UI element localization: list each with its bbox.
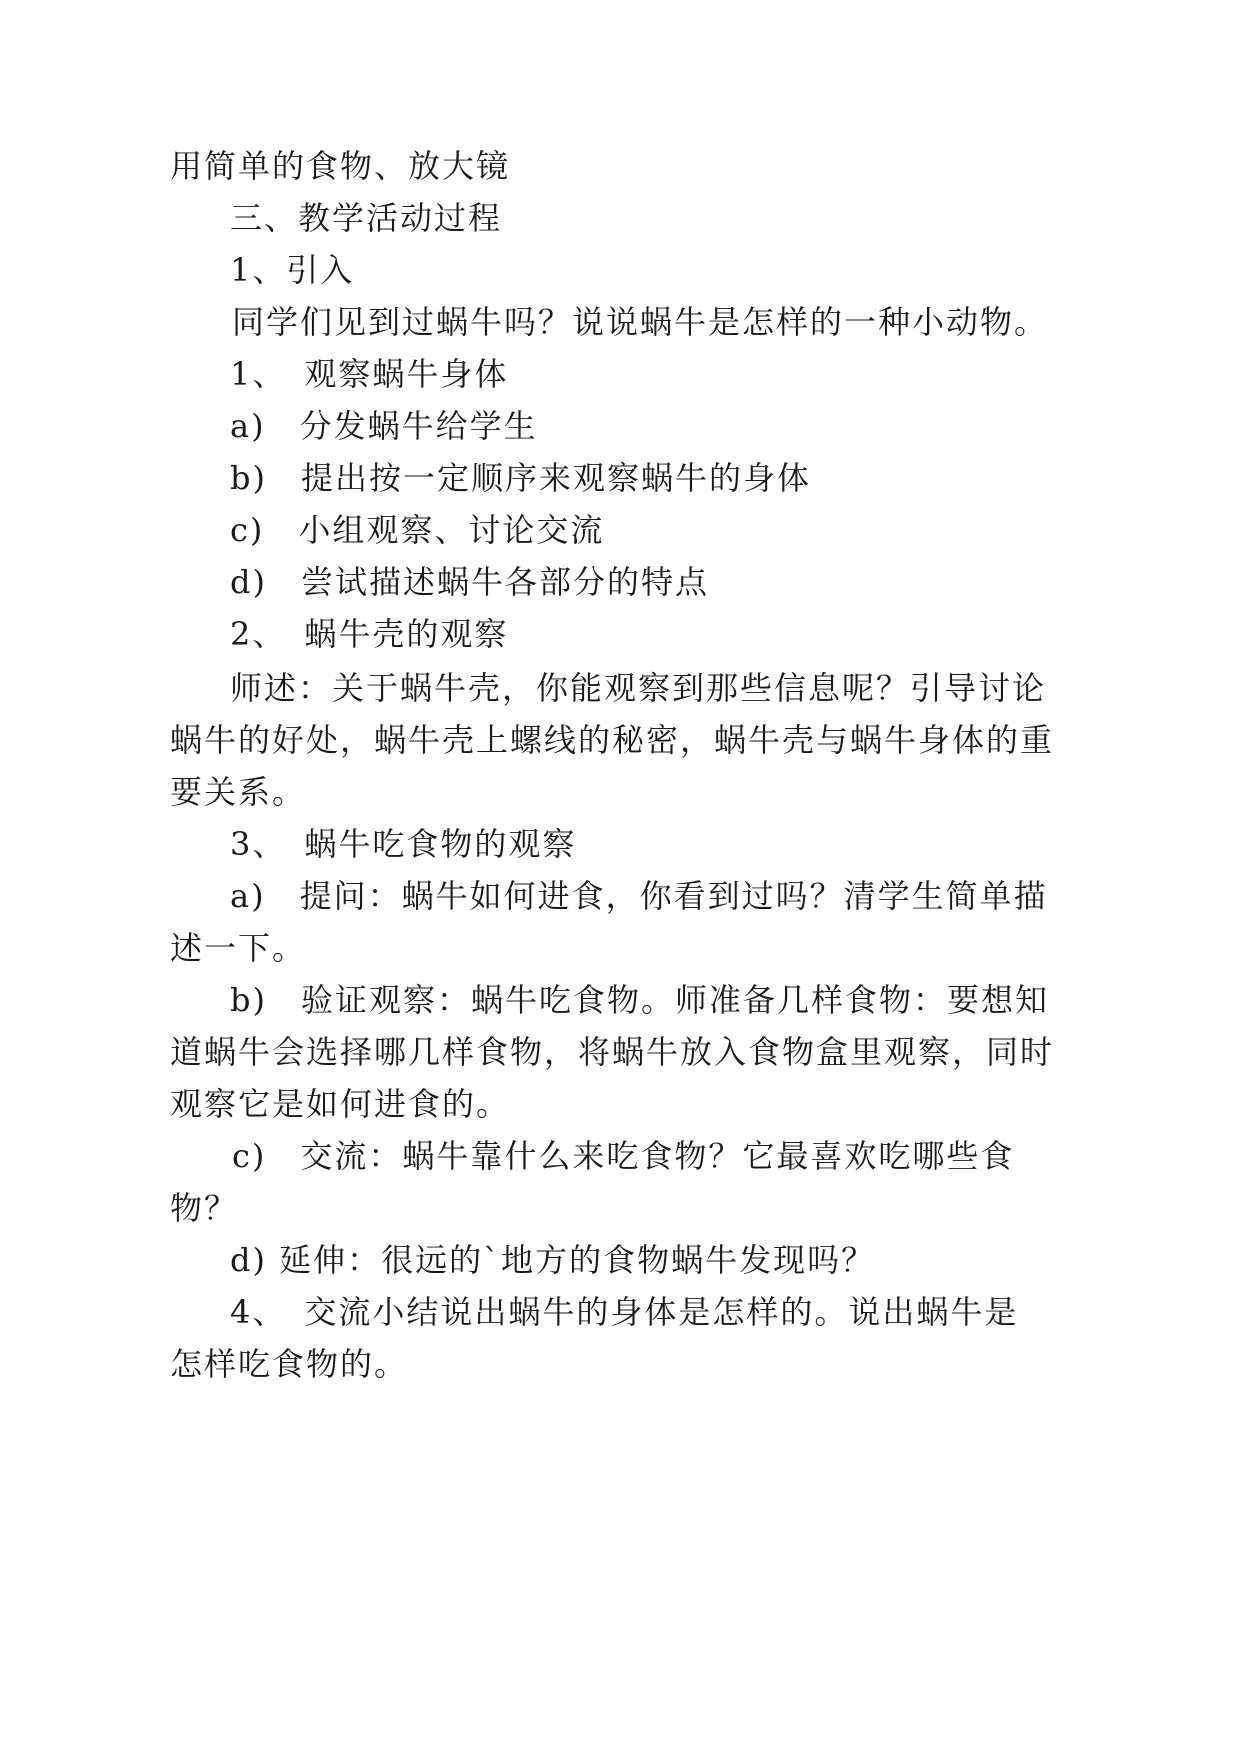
text-line: 同学们见到过蜗牛吗？说说蜗牛是怎样的一种小动物。 <box>232 303 1049 341</box>
text-line: 师述：关于蜗牛壳，你能观察到那些信息呢？引导讨论 <box>230 669 1047 707</box>
text-line: 道蜗牛会选择哪几样食物，将蜗牛放入食物盒里观察，同时 <box>170 1033 1055 1071</box>
text-line: 用简单的食物、放大镜 <box>170 147 511 185</box>
section-heading: 三、教学活动过程 <box>230 199 503 237</box>
list-item: b) 验证观察：蜗牛吃食物。师准备几样食物：要想知 <box>230 981 1049 1019</box>
list-item: a) 分发蜗牛给学生 <box>230 407 538 445</box>
subsection-heading: 4、 交流小结说出蜗牛的身体是怎样的。说出蜗牛是 <box>230 1293 1019 1331</box>
text-line: 观察它是如何进食的。 <box>170 1085 511 1123</box>
list-item: d) 尝试描述蜗牛各部分的特点 <box>230 563 709 601</box>
list-item: c) 交流：蜗牛靠什么来吃食物？它最喜欢吃哪些食 <box>232 1137 1015 1175</box>
subsection-heading: 1、 观察蜗牛身体 <box>230 355 509 393</box>
text-line: 怎样吃食物的。 <box>170 1345 409 1383</box>
list-item: b) 提出按一定顺序来观察蜗牛的身体 <box>230 459 811 497</box>
text-line: 蜗牛的好处，蜗牛壳上螺线的秘密，蜗牛壳与蜗牛身体的重 <box>170 721 1055 759</box>
text-line: 物？ <box>170 1189 239 1227</box>
subsection-heading: 1、引入 <box>230 251 355 289</box>
subsection-heading: 3、 蜗牛吃食物的观察 <box>230 825 577 863</box>
list-item: c) 小组观察、讨论交流 <box>230 511 605 549</box>
subsection-heading: 2、 蜗牛壳的观察 <box>230 615 509 653</box>
list-item: a) 提问：蜗牛如何进食，你看到过吗？清学生简单描 <box>230 877 1048 915</box>
text-line: 述一下。 <box>170 929 307 967</box>
text-line: 要关系。 <box>170 773 307 811</box>
list-item: d) 延伸：很远的`地方的食物蜗牛发现吗？ <box>230 1241 876 1279</box>
